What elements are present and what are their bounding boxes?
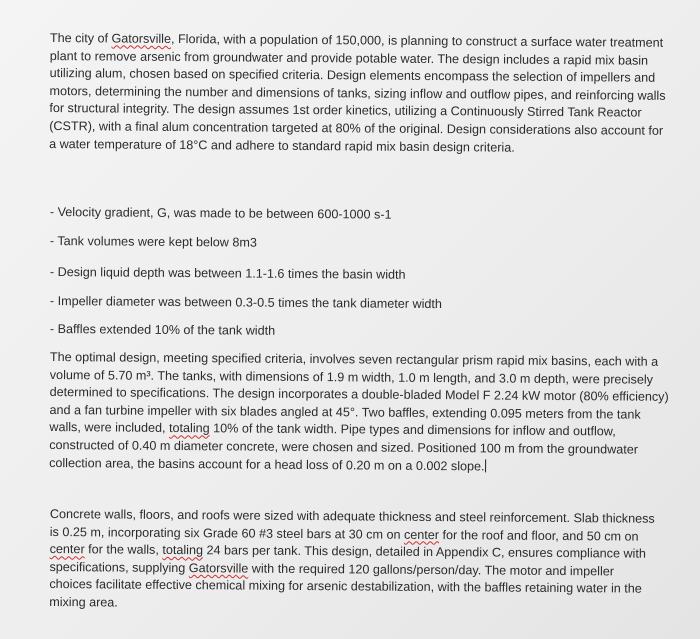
misspelled-city: Gatorsville (111, 31, 172, 46)
structure-text-part3: for the walls, (84, 542, 163, 558)
structure-text-part2: for the roof and floor, and 50 cm on (438, 527, 639, 544)
structure-paragraph (49, 506, 660, 616)
criteria-item-baffles: - Baffles extended 10% of the tank width (49, 321, 276, 338)
design-text-part1: The optimal design, meeting specified criteria, involves seven rectangular prism rapid mix basins, each with a volume of 5.70 m³. The tanks, with dimensions of 1.9 m width, 1.0 m length, and 3.0 m depth, were precisely determined to specifications. The design incorporates a double-bladed Model F 2.24 kW motor (80% efficiency) and a fan turbine impeller with six blades angled at 45°. Two baffles, extending 0.095 meters from the tank walls, were included, (49, 349, 669, 436)
text-cursor (486, 459, 487, 472)
structure-text-part5: with the required 120 gallons/person/day. The motor and impeller choices facilitate effective chemical mixing for arsenic destabilization, with the baffles retaining water in the mixing area. (49, 561, 642, 610)
criteria-item-volume: - Tank volumes were kept below 8m3 (49, 233, 257, 250)
criteria-item-velocity: - Velocity gradient, G, was made to be between 600-1000 s-1 (49, 204, 392, 222)
criteria-item-impeller: - Impeller diameter was between 0.3-0.5 times the tank diameter width (49, 293, 442, 312)
misspelled-center-2: center (49, 542, 85, 557)
structure-text-part1: Concrete walls, floors, and roofs were sized with adequate thickness and steel reinforcement. Slab thickness is 0.25 m, incorporating six Grade 60 #3 steel bars at 30 cm on (49, 506, 655, 542)
structure-text-part4: 24 bars per tank. This design, detailed in Appendix C, ensures compliance with specifications, supplying (49, 543, 646, 575)
misspelled-totaling-2: totaling (162, 543, 204, 558)
intro-text-start: The city of (49, 30, 112, 46)
criteria-item-depth: - Design liquid depth was between 1.1-1.6 times the basin width (49, 264, 406, 282)
misspelled-center-1: center (403, 527, 440, 542)
misspelled-totaling: totaling (169, 421, 210, 436)
intro-text-line1: , Florida, with a population of 150,000, is planning to construct a surface water (170, 31, 607, 50)
design-text-part2: 10% of the tank width. Pipe types and dimensions for inflow and outflow, constructed of 0.40 m diameter concrete, were chosen and sized. Positioned 100 m from the groundwater collection area, the basins account for a head loss of 0.20 m on a 0.002 slope. (49, 421, 639, 473)
design-paragraph[interactable] (49, 349, 670, 477)
misspelled-city-2: Gatorsville (188, 560, 249, 576)
intro-paragraph (49, 30, 670, 158)
intro-text-rest: treatment plant to remove arsenic from groundwater and provide potable water. The design includes a rapid mix basin utilizing alum, chosen based on specified criteria. Design elements encompass the selection of impellers and motors, determining the number and dimensions of tanks, sizing inflow and outflow pipes, and reinforcing walls for structural integrity. The design assumes 1st order kinetics, utilizing a Continuously Stirred Tank Reactor (CSTR), with a final alum concentration targeted at 80% of the original. Design considerations also account for a water temperature of 18°C and adhere to standard rapid mix basin design criteria. (49, 35, 666, 155)
